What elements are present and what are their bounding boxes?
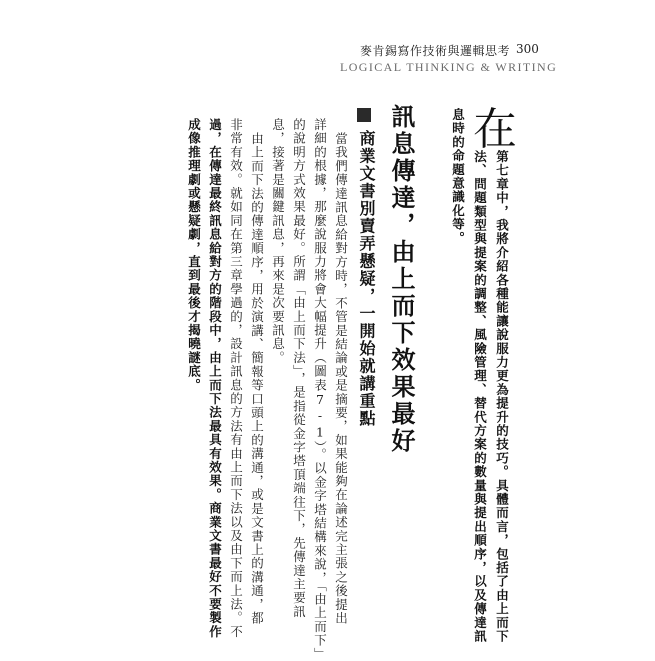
- intro-line-2: 法、問題類型與提案的調整、風險管理、替代方案的數量與提出順序，以及傳達訊: [472, 150, 488, 644]
- body-line-8: 成像推理劇或懸疑劇，直到最後才揭曉謎底。: [186, 118, 202, 392]
- body-line-4: 息，接著是關鍵訊息，再來是次要訊息。: [270, 118, 286, 365]
- body-line-2: 詳細的根據，那麼說服力將會大幅提升（圖表7-1）。以金字塔結構來說，「由上而下」: [312, 118, 328, 661]
- body-line-3: 的說明方式效果最好。所謂「由上而下法」，是指從金字塔頂端往下，先傳達主要訊: [291, 118, 307, 619]
- section-heading: [355, 108, 378, 428]
- drop-cap: 在: [473, 104, 517, 155]
- body-line-7: 過，在傳達最終訊息給對方的階段中，由上而下法最具有效果。商業文書最好不要製作: [207, 118, 223, 639]
- chapter-heading: 訊息傳達，由上而下效果最好: [387, 104, 416, 455]
- section-heading-text: 商業文書別賣弄懸疑，一開始就講重點: [357, 130, 376, 428]
- running-header-subtitle: LOGICAL THINKING & WRITING: [340, 60, 558, 74]
- body-line-6: 非常有效。就如同在第三章學過的，設計訊息的方法有由上而下法以及由下而上法。不: [228, 118, 244, 639]
- running-header-title: 麥肯錫寫作技術與邏輯思考: [359, 44, 510, 58]
- body-line-1: 當我們傳達訊息給對方時，不管是結論或是摘要，如果能夠在論述完主張之後提出: [333, 132, 349, 626]
- intro-line-3: 息時的命題意識化等。: [450, 108, 466, 245]
- body-line-5: 由上而下法的傳達順序，用於演講、簡報等口頭上的溝通，或是文書上的溝通，都: [249, 132, 265, 626]
- page-number: 300: [516, 42, 539, 56]
- intro-line-1: 第七章中，我將介紹各種能讓說服力更為提升的技巧。具體而言，包括了由上而下: [494, 150, 510, 644]
